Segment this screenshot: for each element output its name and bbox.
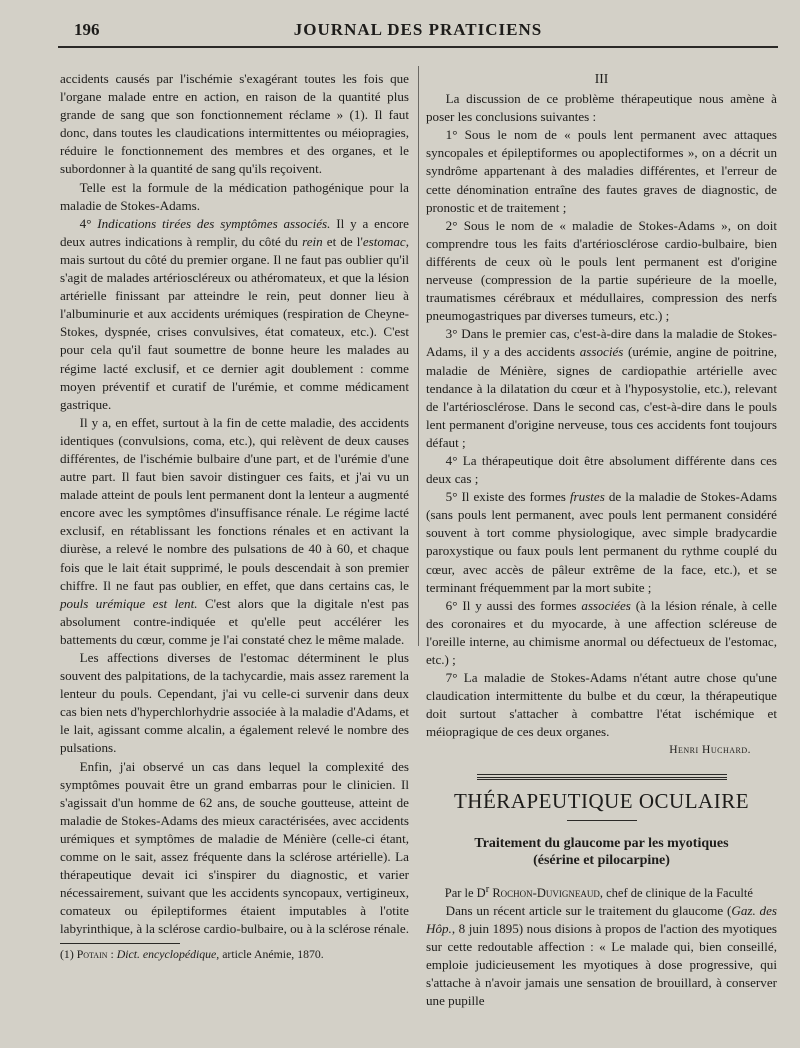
italic-term: frustes bbox=[569, 489, 605, 505]
item-number: 4° bbox=[79, 215, 92, 231]
conclusion-item: 4° La thérapeutique doit être absolument différente dans ces deux cas ; bbox=[426, 452, 777, 487]
text-run: Il y a, en effet, surtout à la fin de cette maladie, des accidents identiques (convulsions, coma, etc.), qui relèvent de deux causes différentes, de l'ischémie bulbaire d'une part, et de l'urémie d'une autre part. Il faut bien savoir distinguer ces faits, et j'ai vu un malade atteint de pouls lent permanent dont la lenteur a augmenté encore avec les symptômes d'insuffisance rénale. Le régime lacté exclusif, en rétablissant les fonctions rénales et en activant la diurèse, a relevé le nombre des pulsations de 40 à 60, et chaque fois que le lait était supprimé, le pouls descendait à son premier chiffre. Il ne faut pas oublier, en effet, que dans certains cas, le bbox=[60, 414, 409, 593]
text-run: , 8 juin 1895) nous disions à propos de l'action des myotiques sur cette redoutable affection : « Le malade qui, bien conseillé, emploie judicieusement les myotiques à dose progressive, qui s'attache à n'avoir jamais une sensation de brouillard, à conserver une pupille bbox=[426, 921, 777, 1009]
paragraph: Enfin, j'ai observé un cas dans lequel la complexité des symptômes pouvait être un grand embarras pour le clinicien. Il s'agissait d'un homme de 62 ans, de souche goutteuse, atteint de maladie de Stokes-Adams des mieux caractérisées, avec accidents urémiques et symptômes de maladie de Ménière (celle-ci étant, comme on le sait, assez fréquente dans la sclérose artérielle). La thérapeutique devait ici s'inspirer du diagnostic, et varier nécessairement, suivant que les accidents syncopaux, vertigineux, comateux ou épileptiformes étaient imputables à l'otite labyrinthique, à la sclérose cardio-bulbaire, ou à la sclérose rénale. bbox=[60, 758, 410, 937]
section-numeral: III bbox=[594, 71, 609, 86]
italic-term: pouls urémique est lent. bbox=[60, 595, 198, 611]
byline bbox=[426, 881, 777, 902]
text-run: Par le D bbox=[444, 885, 486, 900]
footnote bbox=[60, 947, 409, 962]
text-run: article Anémie, 1870. bbox=[219, 946, 324, 961]
italic-term: associées bbox=[581, 597, 631, 613]
paragraph: La discussion de ce problème thérapeutique nous amène à poser les conclusions suivantes : bbox=[426, 91, 777, 125]
text-run: r bbox=[485, 883, 490, 895]
text-run: (urémie, angine de poitrine, maladie de Ménière, signes de cardiopathie artérielle avec tendance à la dilatation du cœur et à l'hyposystolie, etc.), relevant de l'artériosclérose. Dans le second cas, c'est-à-dire dans le pouls lent permanent d'origine nerveuse, tous ces accidents font toujours défaut ; bbox=[426, 344, 777, 450]
text-run: C'est alors que la digitale n'est pas absolument contre-indiquée et qu'elle peut accélérer les battements du cœur, comme je l'ai constaté chez le même malade. bbox=[60, 595, 410, 647]
conclusion-item: 7° La maladie de Stokes-Adams n'étant autre chose qu'une claudication intermittente du bulbe et du cœur, la thérapeutique doit surtout s'attacher à combattre l'état ischémique et méiopragique de ces deux organes. bbox=[426, 670, 777, 740]
section-rule bbox=[477, 774, 727, 780]
conclusion-item: 2° Sous le nom de « maladie de Stokes-Adams », on doit comprendre tous les faits d'artériosclérose cardio-bulbaire, bien différents de ceux où le pouls lent permanent est d'origine nerveuse (compression de la partie supérieure de la moelle, traumatismes cérébraux et médullaires, compression des nerfs pneumogastriques par diverses tumeurs, etc.) ; bbox=[426, 217, 777, 324]
italic-term: rein bbox=[302, 233, 323, 249]
text-run: Dans un récent article sur le traitement du glaucome ( bbox=[445, 902, 732, 918]
paragraph bbox=[60, 215, 409, 414]
page-number: 196 bbox=[74, 20, 100, 39]
right-column bbox=[426, 70, 777, 1010]
text-run: de la maladie de Stokes-Adams (sans pouls lent permanent, avec pouls lent permanent considéré souvent à tort comme physiologique, avec simple bradycardie paroxystique ou faux pouls lent permanent du rythme couplé du cœur, avec accès de pâleur extrême de la face, etc.), et se terminant fréquemment par la mort subite ; bbox=[426, 489, 777, 595]
column-divider bbox=[418, 66, 419, 646]
italic-term: estomac bbox=[362, 233, 406, 249]
italic-subheading: Indications tirées des symptômes associés. bbox=[97, 215, 331, 231]
footnote-rule bbox=[60, 943, 180, 944]
italic-term: Dict. encyclopédique, bbox=[116, 946, 220, 961]
paragraph: accidents causés par l'ischémie s'exagérant toutes les fois que l'organe malade entre en action, en raison de la quantité plus grande de sang que son fonctionnement réclame » (1). Il faut donc, dans toutes les claudications intermittentes ou méiopragies, réduire le fonctionnement des membres et des organes, et le subordonner à la quantité de sang qu'ils reçoivent. bbox=[60, 71, 409, 177]
paragraph bbox=[426, 902, 777, 1011]
text-run: , mais surtout du côté du premier organe. Il ne faut pas oublier qu'il s'agit de malades artérioscléreux ou athéromateux, et que la lésion artérielle finissant par atteindre le rein, peut donner lieu à l'albuminurie et aux accidents urémiques (respiration de Cheyne-Stokes, dyspnée, crises convulsives, état comateux, etc.). C'est pour cela qu'il faut soumettre de bonne heure les malades au régime lacté exclusif, et ce dernier agit doublement : comme moyen préventif et curatif de l'urémie, et comme médicament gastrique. bbox=[60, 233, 410, 412]
italic-term: Gaz. des Hôp. bbox=[426, 902, 777, 936]
text-run: : bbox=[107, 946, 117, 961]
conclusion-item bbox=[426, 488, 777, 597]
footnote-author: Potain bbox=[76, 946, 108, 961]
conclusion-item bbox=[426, 597, 777, 669]
journal-title: JOURNAL DES PRATICIENS bbox=[293, 20, 543, 39]
heading-rule bbox=[567, 820, 637, 821]
text-run: , chef de clinique de la Faculté bbox=[599, 885, 753, 900]
conclusion-item bbox=[426, 325, 777, 452]
article-title: Traitement du glaucome par les myotiques bbox=[474, 835, 729, 851]
header-rule bbox=[58, 46, 778, 48]
conclusion-item: 1° Sous le nom de « pouls lent permanent avec attaques syncopales et épileptiformes ou apoplectiformes », on a décrit un syndrôme appartenant à des maladies différentes, et l'erreur de cette dénomination entraîne des fautes graves de diagnostic, de pronostic et de traitement ; bbox=[426, 127, 777, 215]
section-heading: THÉRAPEUTIQUE OCULAIRE bbox=[453, 788, 750, 813]
text-run: (à la lésion rénale, à celle des coronaires et du myocarde, à une affection scléreuse de l'oreille interne, au chimisme anormal ou défectueux de l'estomac, etc.) ; bbox=[426, 597, 777, 667]
text-run: et de l' bbox=[326, 233, 363, 249]
author-name: Rochon-Duvigneaud bbox=[492, 885, 600, 900]
text-run: 6° Il y aussi des formes bbox=[445, 597, 577, 613]
italic-term: associés bbox=[579, 344, 624, 360]
left-column bbox=[60, 70, 409, 962]
article-subtitle: (ésérine et pilocarpine) bbox=[533, 852, 670, 868]
paragraph: Les affections diverses de l'estomac déterminent le plus souvent des palpitations, de la tachycardie, mais assez rarement la lenteur du pouls. Cependant, j'ai vu celle-ci survenir dans deux cas bien nets d'hyperchlorhydrie associée à la maladie d'Adams, et le lait, agissant comme alcalin, a également relevé le nombre des pulsations. bbox=[60, 650, 409, 756]
text-run: Il y a encore deux autres indications à remplir, du côté du bbox=[60, 215, 409, 249]
text-run: 3° Dans le premier cas, c'est-à-dire dans la maladie de Stokes-Adams, il y a des accidents bbox=[426, 326, 777, 360]
signature: Henri Huchard. bbox=[669, 744, 751, 757]
text-run: (1) bbox=[60, 946, 77, 961]
paragraph: Telle est la formule de la médication pathogénique pour la maladie de Stokes-Adams. bbox=[60, 179, 409, 213]
page-header bbox=[58, 20, 778, 42]
paragraph bbox=[60, 414, 409, 649]
text-run: 5° Il existe des formes bbox=[445, 489, 566, 505]
